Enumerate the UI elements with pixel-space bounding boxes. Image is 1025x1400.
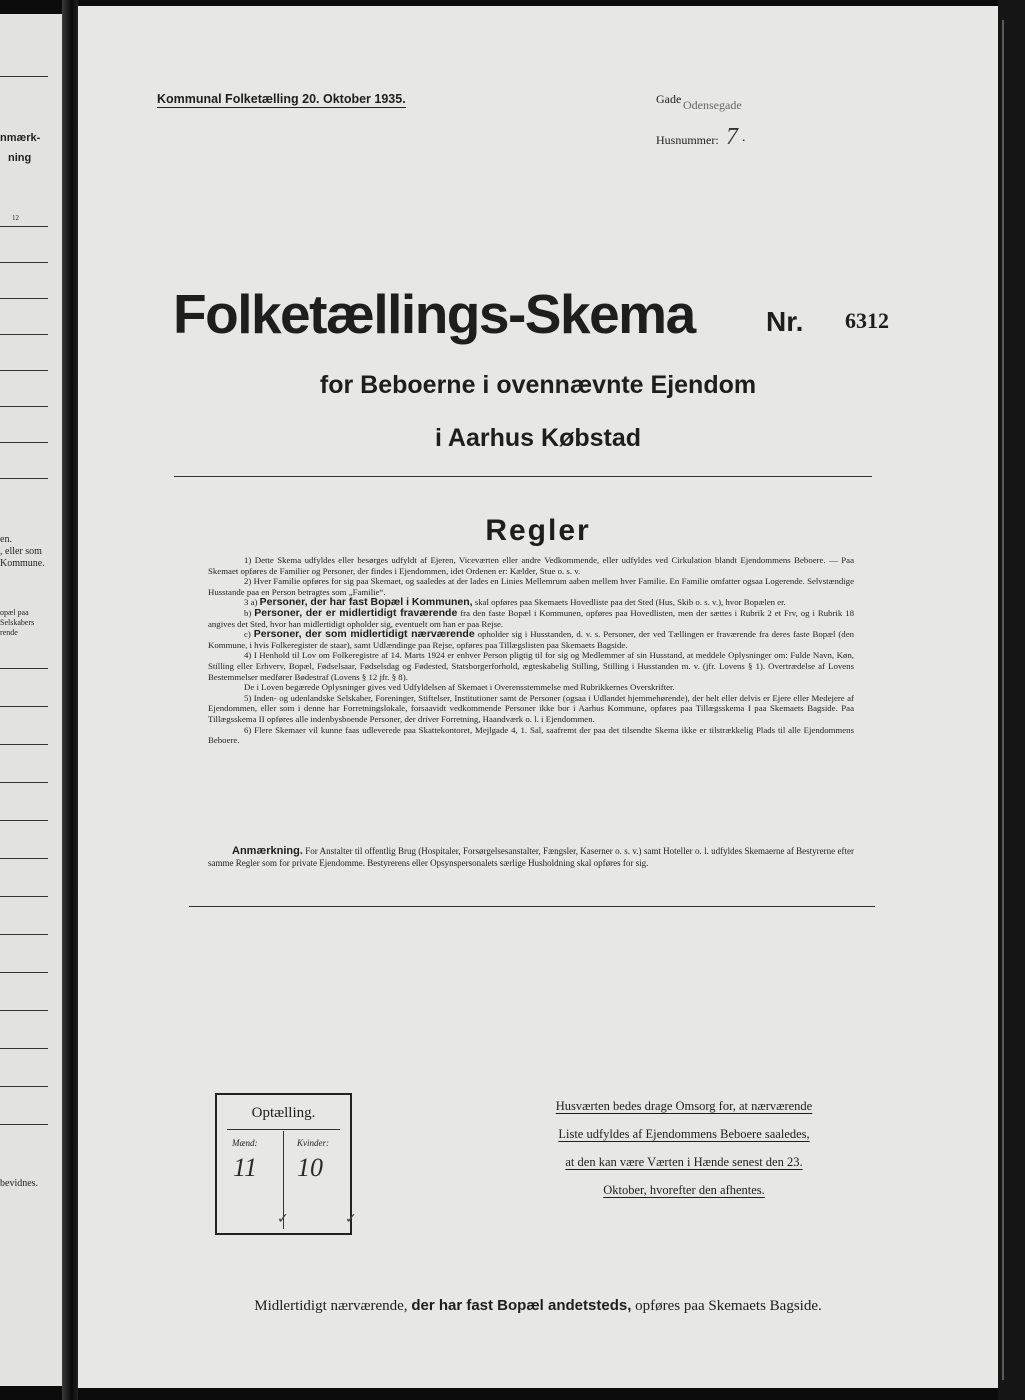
form-nr-label: Nr. [766, 306, 804, 337]
footer-strong: der har fast Bopæl andetsteds, [411, 1297, 632, 1314]
left-page-rule [0, 1086, 48, 1087]
rule-4b: De i Loven begærede Oplysninger gives ved Udfyldelsen af Skemaet i Overensstemmelse med Rubrikkernes Overskrifter. [244, 682, 675, 693]
notice-line: Liste udfyldes af Ejendommens Beboere saaledes, [558, 1127, 810, 1141]
left-page-text-frag: Kommune. [0, 558, 45, 569]
left-page-rule [0, 820, 48, 821]
form-nr-value: 6312 [845, 308, 889, 333]
husnummer-value: 7 [726, 124, 738, 150]
rule-5: 5) Inden- og udenlandske Selskaber, Foreninger, Stiftelser, Institutioner samt de Personer (ogsaa i Udlandet hjemmehørende), der helt eller delvis er Ejere eller Medejere af Ejendommen, eller som i denne har Forretningslokale, forsaavidt vedkommende Personer ikke bor i Aarhus Kommune, opføres paa Tillægsskema I paa Skemaets Bagside. Paa Tillægsskema II opføres alle indenbysboende Personer, der driver Forretning, Haandværk o. l. i Ejendommen. [208, 692, 854, 724]
left-page-rule [0, 706, 48, 707]
tally-box [215, 1093, 357, 1235]
form-subtitle-city: i Aarhus Købstad [434, 424, 642, 452]
left-page-rule [0, 76, 48, 77]
divider [189, 906, 875, 907]
notice-line: Oktober, hvorefter den afhentes. [603, 1183, 765, 1197]
rules-heading: Regler [485, 514, 591, 547]
form-title: Folketællings-Skema [173, 283, 695, 345]
left-page-rule [0, 1010, 48, 1011]
left-page-rule [0, 782, 48, 783]
form-subtitle: for Beboerne i ovennævnte Ejendom [319, 371, 757, 399]
left-page-rule [0, 442, 48, 443]
left-page-rule [0, 858, 48, 859]
left-page-footer-frag: bevidnes. [0, 1178, 39, 1189]
left-page-text-frag: en. [0, 534, 12, 545]
left-page-header-frag: ning [8, 152, 32, 164]
left-page-rule [0, 298, 48, 299]
rule-3c-heading: Personer, der som midlertidigt nærværende [253, 628, 475, 641]
rule-3a-heading: Personer, der har fast Bopæl i Kommunen, [259, 596, 473, 609]
rule-6: 6) Flere Skemaer vil kunne faas udleverede paa Skattekontoret, Mejlgade 4, 1. Sal, saafremt der paa det tilsendte Skema ikke er tilstrækkelig Plads til alle Ejendommens Beboere. [208, 724, 854, 746]
census-date-label: Kommunal Folketælling 20. Oktober 1935. [157, 92, 406, 106]
left-page-text-frag: rende [0, 628, 18, 637]
left-page-rule [0, 478, 48, 479]
left-page-rule [0, 226, 48, 227]
tally-title: Optælling. [251, 1105, 316, 1121]
rule-3b-text: fra den faste Bopæl i Kommunen, opføres paa Hovedlisten, men der sættes i Rubrik 2 et Frv, og i Rubrik 18 angives det Sted, hvor han midlertidigt opholder sig, eventuelt om han er paa Rejse. [208, 607, 854, 629]
left-page-edge [0, 14, 62, 1386]
rule-3c-number: c) [244, 629, 251, 640]
rule-3a-number: 3 a) [244, 597, 258, 608]
tally-men-value: 11 [233, 1153, 258, 1182]
footer-post: opføres paa Skemaets Bagside. [635, 1298, 822, 1314]
footer-note [78, 1297, 998, 1315]
rule-2: 2) Hver Familie opføres for sig paa Skemaet, og saaledes at der lades en Linies Mellemrum aaben mellem hver Familie. En Familie omfatter ogsaa Logerende. Selvstændige Husstande paa en Person betragtes som „Familie“. [208, 576, 854, 597]
left-page-rule [0, 668, 48, 669]
check-mark-icon: ✓ [345, 1212, 357, 1227]
left-page-text-frag: Selskabers [0, 618, 35, 627]
left-page-rule [0, 1048, 48, 1049]
left-page-rule [0, 934, 48, 935]
gade-label: Gade [656, 92, 682, 106]
tally-women-label: Kvinder: [297, 1138, 329, 1148]
tally-divider [227, 1129, 340, 1130]
rule-4: 4) I Henhold til Lov om Folkeregistre af 14. Marts 1924 er enhver Person pligtig til for sig og Medlemmer af sin Husstand, at meddele Oplysninger om: Fulde Navn, Køn, Stilling eller Erhverv, Bopæl, Fødselsaar, Fødselsdag og Fødested, Statsborgerforhold, ægteskabelig Stilling, Stilling i Husstanden m. v. (jfr. Lovens § 1). Overtrædelse af Lovens Bestemmelser medfører Bødestraf (Lovens § 12 jfr. § 8). [208, 650, 854, 682]
left-page-rule [0, 262, 48, 263]
book-right-edge [998, 0, 1025, 1400]
note-label: Anmærkning. [232, 845, 303, 857]
left-page-text-frag: , eller som [0, 546, 42, 557]
rule-3a-text: skal opføres paa Skemaets Hovedliste paa det Sted (Hus, Skib o. s. v.), hvor Bopælen er. [474, 597, 786, 608]
note-block [208, 845, 854, 869]
left-page-rule [0, 370, 48, 371]
check-mark-icon: ✓ [277, 1212, 289, 1227]
gade-value: Odensegade [683, 98, 742, 112]
book-gutter [62, 0, 78, 1400]
note-text: For Anstalter til offentlig Brug (Hospitaler, Forsørgelsesanstalter, Fængsler, Kaserner o. s. v.) samt Hoteller o. l. udfyldes Skemaerne af Bestyrerne efter samme Regler som for private Ejendomme. Bestyrerens eller Opsynspersonalets særlige Husholdning skal opføres for sig. [208, 846, 854, 868]
notice-line: at den kan være Værten i Hænde senest den 23. [565, 1155, 803, 1169]
left-page-text-frag: opæl paa [0, 608, 29, 617]
rule-3b [208, 608, 854, 629]
left-page-col-number: 12 [12, 214, 19, 222]
husnummer-dot: . [742, 130, 746, 145]
left-page-rule [0, 1124, 48, 1125]
rule-3b-number: b) [244, 607, 252, 618]
rule-1: 1) Dette Skema udfyldes eller besørges udfyldt af Ejeren, Viceværten eller andre Vedkommende, eller udfyldes ved Cirkulation blandt Ejendommens Beboere. — Paa Skemaet opføres de Familier og Personer, der findes i Ejendommen, idet Ordenen er: Kælder, Stue o. s. v. [208, 555, 854, 576]
rule-3b-heading: Personer, der er midlertidigt fraværende [254, 606, 458, 619]
tally-men-label: Mænd: [232, 1138, 258, 1148]
census-form-page [78, 6, 998, 1388]
left-page-header-frag: nmærk- [0, 132, 41, 144]
tally-women-value: 10 [297, 1153, 323, 1182]
husnummer-label: Husnummer: [656, 133, 719, 147]
left-page-rule [0, 744, 48, 745]
rule-3c-text: opholder sig i Husstanden, d. v. s. Personer, der ved Tællingen er fraværende fra deres faste Bopæl (den Kommune, i hvis Folkeregister de staar), samt Udlændinge paa Rejse, opføres paa Tillægslisten paa Skemaets Bagside. [208, 629, 855, 650]
left-page-rule [0, 334, 48, 335]
left-page-rule [0, 972, 48, 973]
rules-body [208, 555, 854, 746]
landlord-notice [509, 1099, 859, 1211]
left-page-rule [0, 406, 48, 407]
rule-3c [208, 629, 854, 650]
divider [174, 476, 872, 477]
left-page-rule [0, 896, 48, 897]
footer-pre: Midlertidigt nærværende, [254, 1298, 408, 1314]
notice-line: Husværten bedes drage Omsorg for, at nærværende [555, 1099, 813, 1113]
